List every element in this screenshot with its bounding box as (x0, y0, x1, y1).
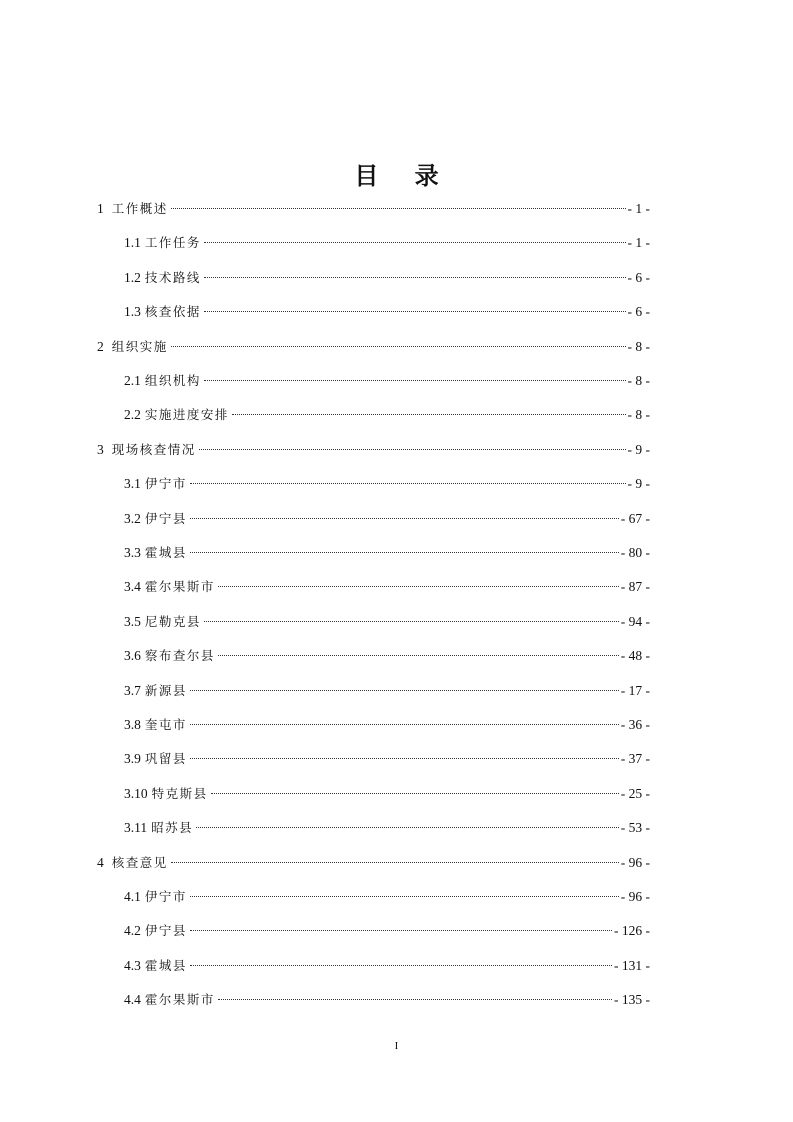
toc-dot-leader (190, 758, 619, 759)
toc-entry-page: - 17 - (620, 682, 650, 698)
toc-dot-leader (218, 586, 619, 587)
toc-entry-number: 4 (97, 854, 104, 870)
toc-entry-page: - 94 - (620, 613, 650, 629)
toc-entry-number: 3.5 (124, 613, 141, 629)
toc-entry-page: - 1 - (627, 235, 650, 251)
toc-entry-title: 工作概述 (111, 201, 168, 216)
toc-entry-title: 新源县 (144, 682, 187, 698)
toc-entry-page: - 25 - (620, 785, 650, 801)
toc-entry-number: 1 (97, 201, 104, 216)
toc-entry-page: - 1 - (627, 201, 650, 216)
toc-dot-leader (204, 380, 626, 381)
toc-entry-page: - 9 - (627, 476, 650, 492)
toc-entry[interactable] (124, 230, 650, 256)
toc-entry-page: - 8 - (627, 407, 650, 423)
toc-entry[interactable] (124, 987, 650, 1013)
toc-entry-page: - 8 - (627, 373, 650, 388)
toc-entry-number: 3.2 (124, 510, 141, 526)
toc-dot-leader (190, 483, 626, 484)
toc-entry-page: - 96 - (620, 889, 650, 904)
toc-entry[interactable] (124, 609, 650, 635)
toc-dot-leader (190, 896, 619, 897)
toc-entry[interactable] (124, 506, 650, 532)
toc-entry-title: 特克斯县 (151, 785, 208, 801)
toc-entry-title: 伊宁市 (144, 889, 187, 904)
toc-entry-number: 4.4 (124, 992, 141, 1008)
toc-entry-title: 伊宁市 (144, 476, 187, 492)
toc-entry-number: 2.2 (124, 407, 141, 423)
toc-entry-page: - 126 - (614, 923, 650, 939)
toc-entry-title: 奎屯市 (144, 717, 187, 732)
toc-entry-page: - 131 - (614, 957, 650, 973)
toc-dot-leader (204, 242, 626, 243)
toc-entry-page: - 36 - (620, 717, 650, 732)
toc-entry-title: 昭苏县 (151, 820, 194, 836)
toc-entry-page: - 67 - (620, 510, 650, 526)
toc-entry-number: 3 (97, 441, 104, 457)
toc-entry[interactable] (97, 196, 650, 222)
toc-entry-number: 1.2 (124, 269, 141, 285)
toc-entry-title: 实施进度安排 (144, 407, 229, 423)
toc-dot-leader (190, 552, 619, 553)
toc-entry[interactable] (124, 712, 650, 738)
toc-entry[interactable] (124, 815, 650, 841)
toc-entry-title: 察布查尔县 (144, 648, 215, 664)
toc-dot-leader (204, 311, 626, 312)
toc-entry-page: - 8 - (627, 338, 650, 354)
toc-entry[interactable] (124, 884, 650, 910)
toc-entry[interactable] (124, 918, 650, 944)
toc-dot-leader (190, 518, 619, 519)
toc-dot-leader (218, 655, 619, 656)
toc-entry-number: 4.3 (124, 957, 141, 973)
toc-entry-number: 3.11 (124, 820, 148, 836)
toc-entry-title: 伊宁县 (144, 923, 187, 939)
toc-entry-title: 霍尔果斯市 (144, 992, 215, 1008)
toc-entry-number: 1.3 (124, 304, 141, 320)
toc-entry-page: - 53 - (620, 820, 650, 836)
toc-entry-title: 技术路线 (144, 269, 201, 285)
toc-dot-leader (232, 414, 626, 415)
toc-entry-page: - 80 - (620, 545, 650, 560)
toc-dot-leader (196, 827, 619, 828)
toc-entry-number: 3.7 (124, 682, 141, 698)
toc-entry[interactable] (124, 574, 650, 600)
toc-entry-page: - 87 - (620, 579, 650, 595)
toc-entry[interactable] (124, 471, 650, 497)
toc-dot-leader (190, 965, 612, 966)
toc-dot-leader (171, 208, 626, 209)
toc-entry-number: 2.1 (124, 373, 141, 388)
toc-dot-leader (204, 277, 626, 278)
toc-entry[interactable] (97, 437, 650, 463)
toc-entry-page: - 48 - (620, 648, 650, 664)
page-number: I (394, 1040, 399, 1052)
toc-entry-number: 3.9 (124, 751, 141, 767)
toc-entry[interactable] (124, 402, 650, 428)
toc-entry[interactable] (97, 850, 650, 876)
toc-entry-number: 4.2 (124, 923, 141, 939)
toc-entry-title: 尼勒克县 (144, 613, 201, 629)
toc-dot-leader (211, 793, 619, 794)
toc-entry-title: 霍城县 (144, 545, 187, 560)
toc-entry-title: 组织机构 (144, 373, 201, 388)
page-title: 目 录 (354, 162, 453, 190)
toc-entry[interactable] (124, 781, 650, 807)
toc-entry-title: 巩留县 (144, 751, 187, 767)
toc-entry-page: - 135 - (614, 992, 650, 1008)
toc-entry-title: 霍城县 (144, 957, 187, 973)
toc-entry-number: 3.4 (124, 579, 141, 595)
toc-entry-number: 3.6 (124, 648, 141, 664)
toc-entry-number: 1.1 (124, 235, 141, 251)
toc-entry-title: 核查意见 (111, 854, 168, 870)
toc-dot-leader (190, 930, 612, 931)
toc-dot-leader (171, 862, 619, 863)
toc-dot-leader (171, 346, 626, 347)
toc-entry-number: 4.1 (124, 889, 141, 904)
toc-entry-number: 3.1 (124, 476, 141, 492)
toc-dot-leader (204, 621, 619, 622)
toc-entry[interactable] (124, 953, 650, 979)
toc-entry-page: - 96 - (620, 854, 650, 870)
toc-entry-page: - 6 - (627, 304, 650, 320)
toc-entry-page: - 6 - (627, 269, 650, 285)
toc-entry-title: 伊宁县 (144, 510, 187, 526)
toc-entry-number: 3.8 (124, 717, 141, 732)
toc-entry-title: 霍尔果斯市 (144, 579, 215, 595)
toc-entry-title: 现场核查情况 (111, 441, 196, 457)
toc-entry-title: 组织实施 (111, 338, 168, 354)
toc-entry[interactable] (124, 643, 650, 669)
toc-entry[interactable] (124, 746, 650, 772)
toc-dot-leader (199, 449, 626, 450)
toc-entry[interactable] (124, 368, 650, 394)
toc-entry-number: 3.3 (124, 545, 141, 560)
toc-entry-title: 核查依据 (144, 304, 201, 320)
toc-entry[interactable] (97, 334, 650, 360)
toc-entry-page: - 37 - (620, 751, 650, 767)
toc-entry-page: - 9 - (627, 441, 650, 457)
toc-entry[interactable] (124, 678, 650, 704)
toc-dot-leader (190, 690, 619, 691)
toc-entry-number: 3.10 (124, 785, 148, 801)
toc-entry[interactable] (124, 540, 650, 566)
toc-dot-leader (218, 999, 612, 1000)
toc-dot-leader (190, 724, 619, 725)
toc-entry-title: 工作任务 (144, 235, 201, 251)
toc-entry[interactable] (124, 299, 650, 325)
toc-entry-number: 2 (97, 338, 104, 354)
toc-entry[interactable] (124, 265, 650, 291)
